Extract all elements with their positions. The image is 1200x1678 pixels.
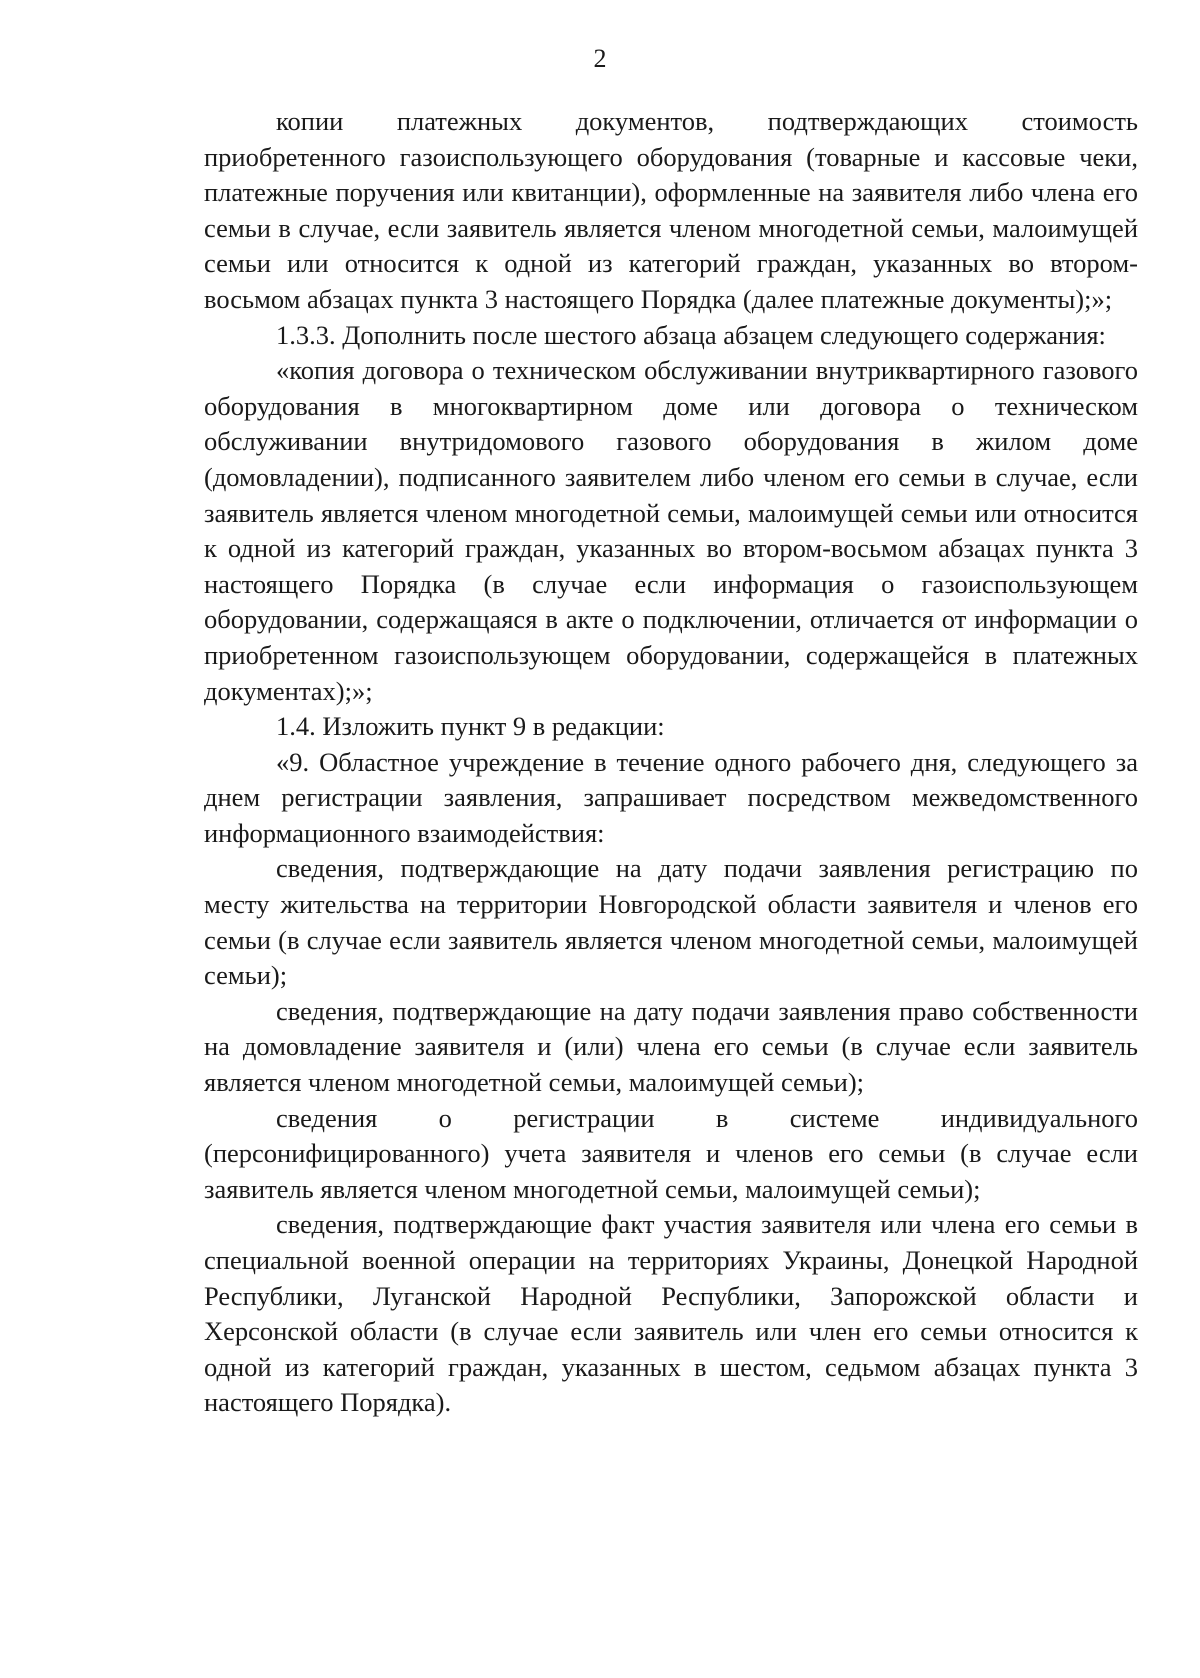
paragraph-personal-account-info: сведения о регистрации в системе индивидуального (персонифицированного) учета заявителя и членов его семьи (в случае если заявитель является членом многодетной семьи, малоимущей семьи);	[204, 1102, 1138, 1204]
paragraph-item-9: «9. Областное учреждение в течение одного рабочего дня, следующего за днем регистрации заявления, запрашивает посредством межведомственного информационного взаимодействия:	[204, 746, 1138, 848]
paragraph-residence-info: сведения, подтверждающие на дату подачи заявления регистрацию по месту жительства на территории Новгородской области заявителя и членов его семьи (в случае если заявитель является членом многодетной семьи, малоимущей семьи);	[204, 853, 1138, 991]
paragraph-payment-documents: копии платежных документов, подтверждающих стоимость приобретенного газоиспользующего оборудования (товарные и кассовые чеки, платежные поручения или квитанции), оформленные на заявителя либо члена его семьи в случае, если заявитель является членом многодетной семьи, малоимущей семьи или относится к одной из категорий граждан, указанных во втором-восьмом абзацах пункта 3 настоящего Порядка (далее платежные документы);»;	[204, 106, 1138, 314]
paragraph-ownership-info: сведения, подтверждающие на дату подачи заявления право собственности на домовладение заявителя и (или) члена его семьи (в случае если заявитель является членом многодетной семьи, малоимущей семьи);	[204, 995, 1138, 1098]
page-number: 2	[593, 44, 607, 73]
paragraph-service-contract: «копия договора о техническом обслуживании внутриквартирного газового оборудования в многоквартирном доме или договора о техническом обслуживании внутридомового газового оборудования в жилом доме (домовладении), подписанного заявителем либо членом его семьи в случае, если заявитель является членом многодетной семьи, малоимущей семьи или относится к одной из категорий граждан, указанных во втором-восьмом абзацах пункта 3 настоящего Порядка (в случае если информация о газоиспользующем оборудовании, содержащаяся в акте о подключении, отличается от информации о приобретенном газоиспользующем оборудовании, содержащейся в платежных документах);»;	[204, 355, 1138, 706]
paragraph-item-1-4: 1.4. Изложить пункт 9 в редакции:	[276, 711, 665, 742]
paragraph-military-operation-info: сведения, подтверждающие факт участия заявителя или члена его семьи в специальной военной операции на территориях Украины, Донецкой Народной Республики, Луганской Народной Республики, Запорожской области и Херсонской области (в случае если заявитель или член его семьи относится к одной из категорий граждан, указанных в шестом, седьмом абзацах пункта 3 настоящего Порядка).	[204, 1209, 1138, 1418]
paragraph-item-1-3-3: 1.3.3. Дополнить после шестого абзаца абзацем следующего содержания:	[276, 319, 1106, 350]
document-body	[204, 104, 1138, 1421]
